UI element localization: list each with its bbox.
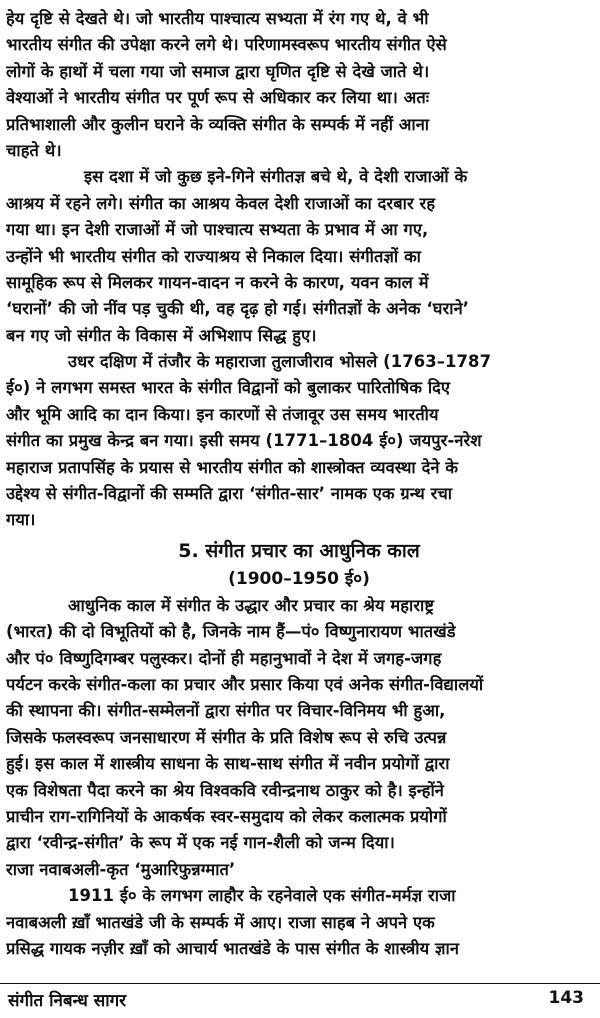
text-line: भारतीय संगीत की उपेक्षा करने लगे थे। परिणामस्वरूप भारतीय संगीत ऐसे — [6, 35, 447, 55]
paragraph-1 — [6, 6, 592, 164]
text-line: की स्थापना की। संगीत-सम्मेलनों द्वारा संगीत पर विचार-विनिमय भी हुआ, — [6, 701, 446, 721]
text-line: संगीत का प्रमुख केन्द्र बन गया। इसी समय (1771–1804 ई०) जयपुर-नरेश — [6, 431, 482, 451]
text-line: महाराज प्रतापसिंह के प्रयास से भारतीय संगीत को शास्त्रोक्त व्यवस्था देने के — [6, 457, 459, 477]
paragraph-5 — [6, 883, 592, 962]
text-line: प्रसिद्ध गायक नज़ीर ख़ाँ को आचार्य भातखंडे के पास संगीत के शास्त्रीय ज्ञान — [6, 938, 460, 958]
text-line: (भारत) की दो विभूतियों को है, जिनके नाम हैं—पं० विष्णुनारायण भातखंडे — [6, 622, 456, 642]
text-line: वेश्याओं ने भारतीय संगीत पर पूर्ण रूप से अधिकार कर लिया था। अतः — [6, 88, 430, 108]
text-line: प्रतिभाशाली और कुलीन घराने के व्यक्ति संगीत के सम्पर्क में नहीं आना — [6, 114, 430, 134]
text-line: और भूमि आदि का दान किया। इन कारणों से तंजावूर उस समय भारतीय — [6, 404, 439, 424]
text-line: इस दशा में जो कुछ इने-गिने संगीतज्ञ बचे थे, वे देशी राजाओं के — [84, 167, 468, 187]
text-line: गया था। इन देशी राजाओं में जो पाश्चात्य सभ्यता के प्रभाव में आ गए, — [6, 220, 429, 240]
text-line: ई०) ने लगभग समस्त भारत के संगीत विद्वानों को बुलाकर पारितोषिक दिए — [6, 378, 451, 398]
text-line: सामूहिक रूप से मिलकर गायन-वादन न करने के कारण, यवन काल में — [6, 272, 429, 292]
text-line: नवाबअली ख़ाँ भातखंडे जी के सम्पर्क में आए। राजा साहब ने अपने एक — [6, 912, 435, 932]
subsection-heading: राजा नवाबअली-कृत ‘मुआरिफुन्नग्मात’ — [6, 859, 236, 879]
paragraph-3 — [6, 349, 592, 534]
text-line: उधर दक्षिण में तंजौर के महाराजा तुलाजीराव भोसले (1763–1787 — [68, 352, 492, 372]
text-line: 1911 ई० के लगभग लाहौर के रहनेवाले एक संगीत-मर्मज्ञ राजा — [68, 886, 456, 906]
page-footer — [0, 983, 600, 1018]
section-heading: 5. संगीत प्रचार का आधुनिक काल — [178, 539, 420, 562]
page-number: 143 — [548, 988, 584, 1008]
paragraph-2 — [6, 164, 592, 349]
text-line: पर्यटन करके संगीत-कला का प्रचार और प्रसार किया एवं अनेक संगीत-विद्यालयों — [6, 674, 484, 694]
text-line: गया। — [6, 510, 36, 530]
text-line: एक विशेषता पैदा करने का श्रेय विश्वकवि रवीन्द्रनाथ ठाकुर को है। इन्होंने — [6, 780, 445, 800]
text-line: बन गए जो संगीत के विकास में अभिशाप सिद्ध हुए। — [6, 325, 317, 345]
text-line: आधुनिक काल में संगीत के उद्धार और प्रचार का श्रेय महाराष्ट्र — [68, 595, 435, 615]
paragraph-4 — [6, 593, 592, 857]
text-line: उन्होंने भी भारतीय संगीत को राज्याश्रय से निकाल दिया। संगीतज्ञों का — [6, 246, 422, 266]
text-line: प्राचीन राग-रागिनियों के आकर्षक स्वर-समुदाय को लेकर कलात्मक प्रयोगों — [6, 806, 447, 826]
text-line: हेय दृष्टि से देखते थे। जो भारतीय पाश्चात्य सभ्यता में रंग गए थे, वे भी — [6, 9, 429, 28]
text-line: लोगों के हाथों में चला गया जो समाज द्वारा घृणित दृष्टि से देखे जाते थे। — [6, 61, 430, 81]
section-period: (1900–1950 ई०) — [228, 568, 370, 589]
text-line: ‘घरानों’ की जो नींव पड़ चुकी थी, वह दृढ़ हो गई। संगीतज्ञों के अनेक ‘घराने’ — [6, 299, 470, 319]
text-line: उद्देश्य से संगीत-विद्वानों की सम्मति द्वारा ‘संगीत-सार’ नामक एक ग्रन्थ रचा — [6, 484, 453, 504]
text-line: और पं० विष्णुदिगम्बर पलुस्कर। दोनों ही महानुभावों ने देश में जगह-जगह — [6, 648, 442, 668]
text-line: आश्रय में रहने लगे। संगीत का आश्रय केवल देशी राजाओं का दरबार रह — [6, 193, 436, 213]
text-line: द्वारा ‘रवीन्द्र-संगीत’ के रूप में एक नई गान-शैली को जन्म दिया। — [6, 833, 395, 853]
book-title: संगीत निबन्ध सागर — [8, 991, 127, 1011]
text-line: हुई। इस काल में शास्त्रीय साधना के साथ-साथ संगीत में नवीन प्रयोगों द्वारा — [6, 754, 450, 774]
text-line: चाहते थे। — [6, 140, 62, 160]
text-line: जिसके फलस्वरूप जनसाधारण में संगीत के प्रति विशेष रूप से रुचि उत्पन्न — [6, 727, 447, 747]
